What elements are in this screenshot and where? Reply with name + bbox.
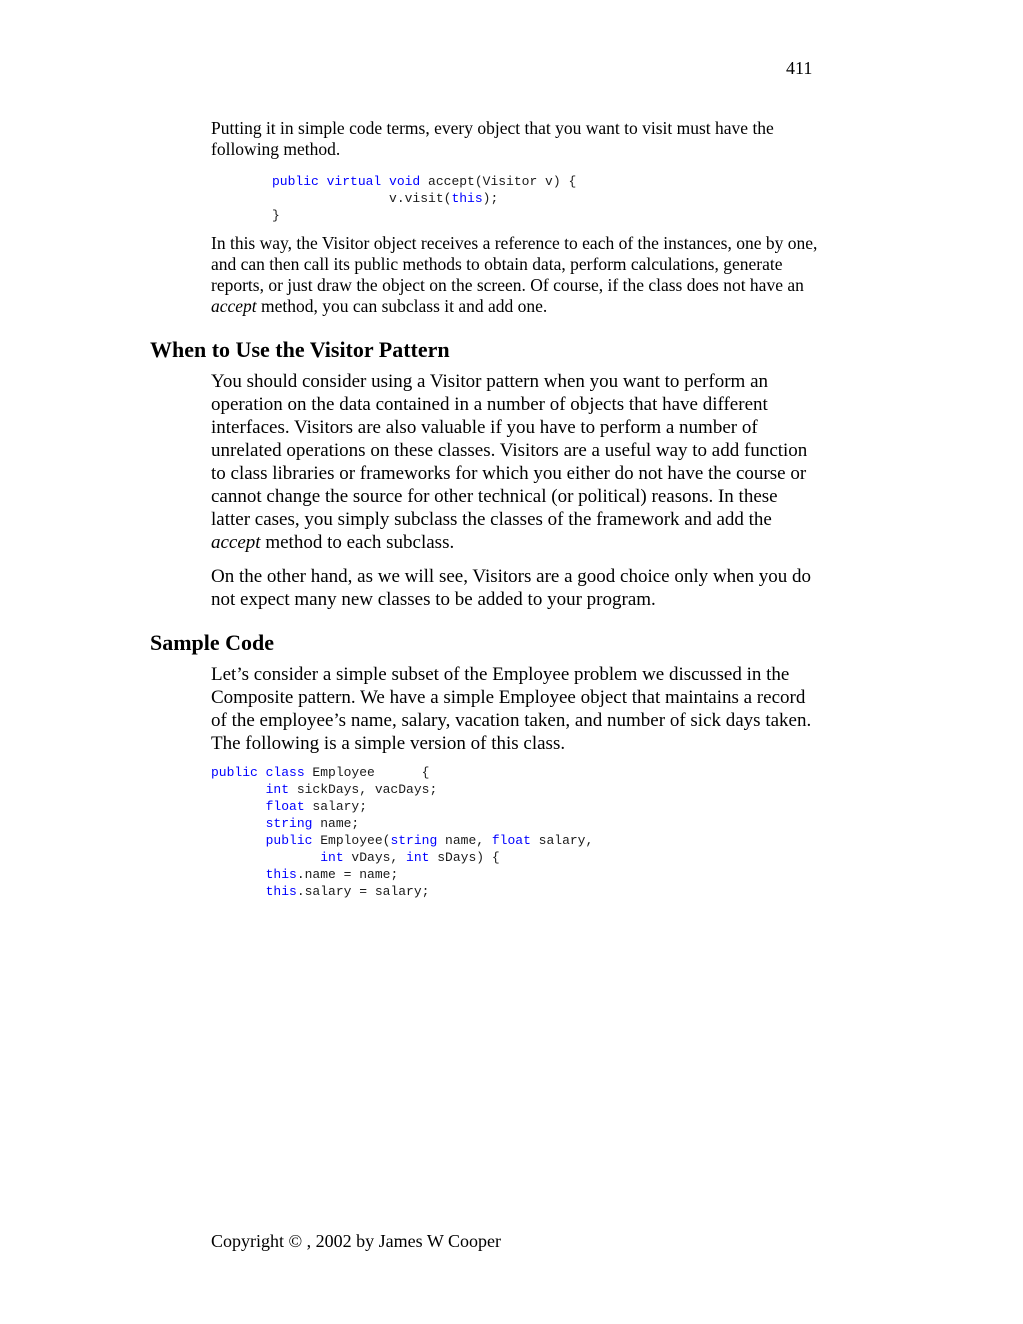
code-line: [211, 764, 593, 781]
code-line: [211, 883, 593, 900]
code-text: v.visit(: [272, 191, 452, 206]
code-text: vDays,: [343, 850, 407, 865]
when-text-before: You should consider using a Visitor pattern when you want to perform an operation on the data contained in a number of objects that have different interfaces. Visitors are also valuable if you have to perform a number of unrelated operations on these classes. Visitors are a useful way to add function to class libraries or frameworks for which you either do not have the course or cannot change the source for other technical (or political) reasons. In these latter cases, you simply subclass the classes of the framework and add the: [211, 371, 808, 530]
code-line: [211, 866, 593, 883]
explain-emphasis-accept: accept: [211, 296, 257, 316]
intro-paragraph-block: [211, 118, 821, 160]
code-text: Employee {: [304, 765, 430, 780]
code-line: [272, 190, 576, 207]
code-keyword: public class: [211, 765, 305, 780]
code-keyword: public: [265, 833, 313, 848]
code-text: [211, 833, 266, 848]
code-text: [211, 782, 266, 797]
code-line: [272, 207, 576, 224]
code-text: .name = name;: [296, 867, 399, 882]
explain-paragraph-block: [211, 233, 821, 317]
sample-code-block: [211, 663, 821, 755]
intro-paragraph: Putting it in simple code terms, every object that you want to visit must have the following method.: [211, 118, 774, 159]
code-line: [211, 849, 593, 866]
code-text: .salary = salary;: [296, 884, 430, 899]
page-number: 411: [786, 58, 813, 78]
section-heading-sample-code: Sample Code: [150, 630, 275, 655]
when-to-use-paragraph: [211, 370, 821, 554]
code-text: [211, 799, 266, 814]
code-text: [211, 816, 266, 831]
code-text: salary;: [304, 799, 368, 814]
code-text: }: [272, 208, 280, 223]
code-keyword: public virtual void: [272, 174, 421, 189]
explain-text-before: In this way, the Visitor object receives a reference to each of the instances, one by one, and can then call its public methods to obtain data, perform calculations, generate reports, or just draw the object on the screen. Of course, if the class does not have an: [211, 233, 818, 295]
code-line: [272, 173, 576, 190]
section-heading-when-to-use: When to Use the Visitor Pattern: [150, 337, 450, 362]
when-emphasis-accept: accept: [211, 532, 261, 553]
code-text: );: [482, 191, 499, 206]
code-line: [211, 832, 593, 849]
code-keyword: int: [265, 782, 290, 797]
sample-code-paragraph: Let’s consider a simple subset of the Employee problem we discussed in the Composite pattern. We have a simple Employee object that maintains a record of the employee’s name, salary, vacation taken, and number of sick days taken. The following is a simple version of this class.: [211, 664, 812, 754]
code-keyword: int: [406, 850, 430, 865]
when-to-use-block: [211, 370, 821, 611]
code-line: [211, 798, 593, 815]
code-text: Employee(: [312, 833, 391, 848]
code-keyword: this: [451, 191, 483, 206]
code-block-employee: [211, 764, 593, 900]
code-keyword: string: [390, 833, 438, 848]
code-text: accept(Visitor v) {: [420, 174, 577, 189]
code-text: sickDays, vacDays;: [289, 782, 438, 797]
code-text: [211, 884, 266, 899]
code-text: name;: [312, 816, 360, 831]
code-text: [211, 867, 266, 882]
code-keyword: float: [491, 833, 531, 848]
code-block-accept: [272, 173, 576, 224]
code-keyword: this: [265, 867, 297, 882]
code-keyword: float: [265, 799, 305, 814]
code-keyword: string: [265, 816, 313, 831]
when-text-after: method to each subclass.: [260, 532, 455, 553]
code-keyword: int: [320, 850, 344, 865]
explain-paragraph: [211, 233, 821, 317]
code-line: [211, 781, 593, 798]
explain-text-after: method, you can subclass it and add one.: [256, 296, 548, 316]
copyright-footer: Copyright © , 2002 by James W Cooper: [211, 1231, 501, 1251]
code-text: [211, 850, 320, 865]
code-keyword: this: [265, 884, 297, 899]
code-text: salary,: [530, 833, 594, 848]
code-text: sDays) {: [429, 850, 500, 865]
code-text: name,: [437, 833, 492, 848]
when-to-use-paragraph-2: On the other hand, as we will see, Visitors are a good choice only when you do not expect many new classes to be added to your program.: [211, 566, 812, 610]
code-line: [211, 815, 593, 832]
